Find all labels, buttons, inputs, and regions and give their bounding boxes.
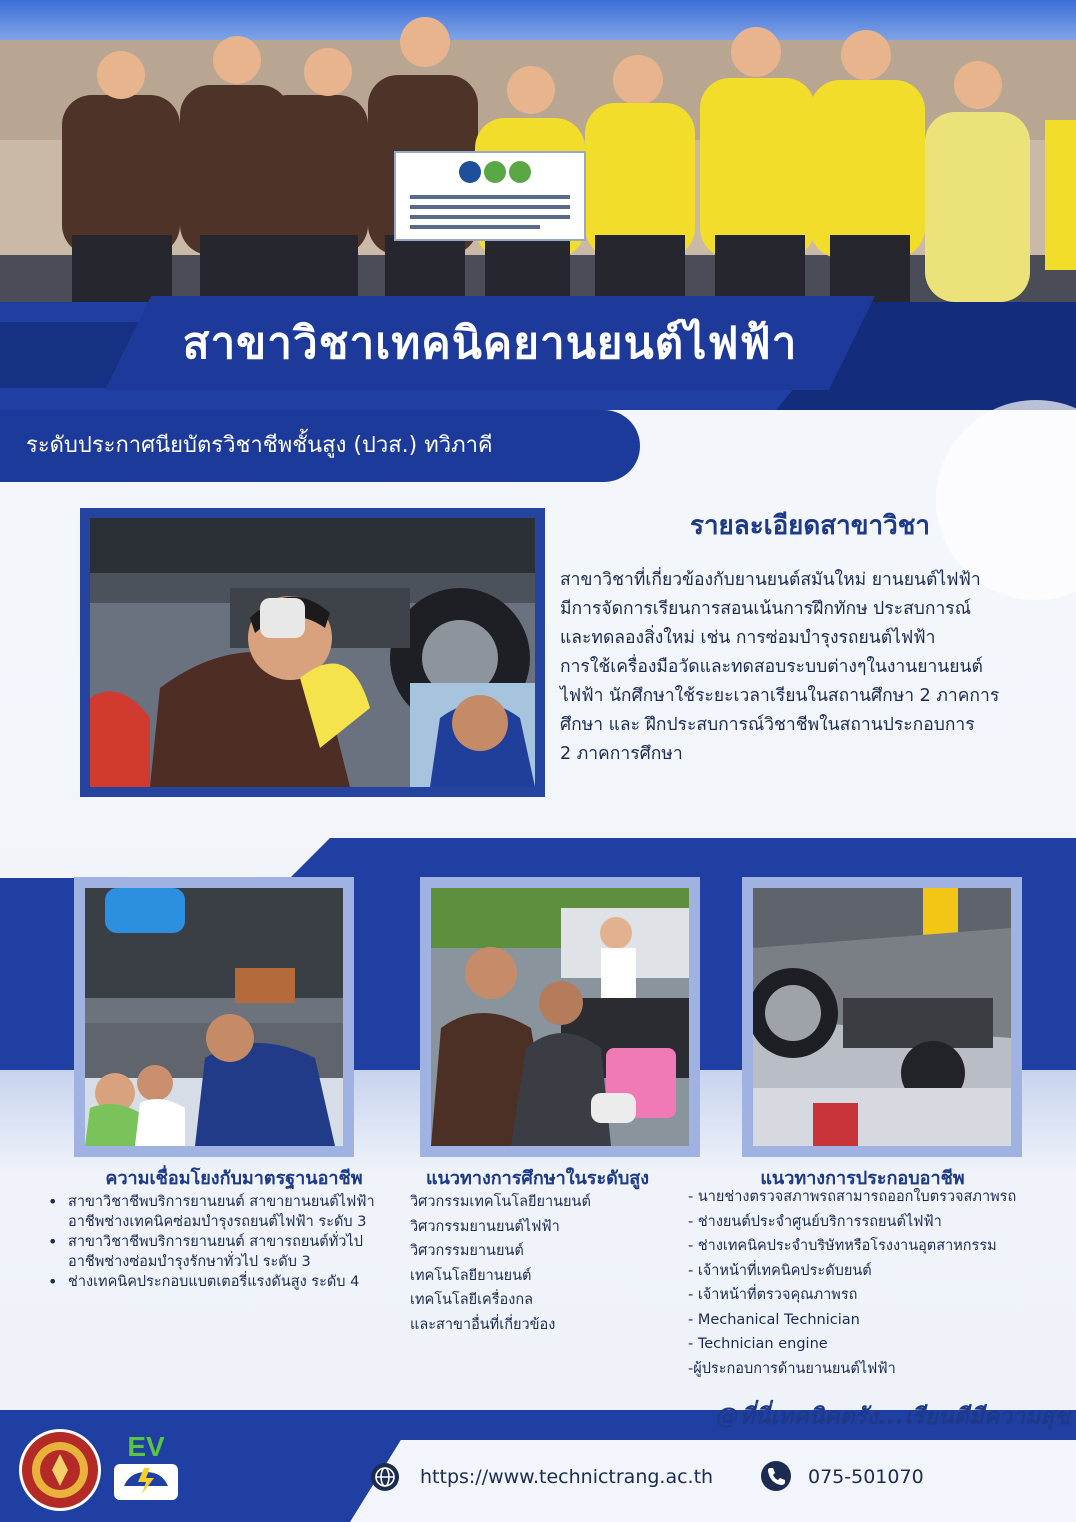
list-item: และสาขาอื่นที่เกี่ยวข้อง: [410, 1316, 556, 1333]
careers-list: [688, 1185, 1068, 1381]
detail-line: สาขาวิชาที่เกี่ยวข้องกับยานยนต์สมันใหม่ ยานยนต์ไฟฟ้า: [560, 570, 981, 590]
list-item: - นายช่างตรวจสภาพรถสามารถออกใบตรวจสภาพรถ: [688, 1189, 1017, 1205]
hero-group-photo: [0, 0, 1076, 335]
detail-line: มีการจัดการเรียนการสอนเน้นการฝึกทักษ ประสบการณ์: [560, 599, 971, 619]
list-item: วิศวกรรมยานยนต์: [410, 1243, 524, 1259]
list-item: - เจ้าหน้าที่ตรวจคุณภาพรถ: [688, 1287, 858, 1303]
standards-heading: ความเชื่อมโยงกับมาตรฐานอาชีพ: [105, 1168, 363, 1189]
ev-logo: [110, 1428, 182, 1502]
detail-heading: รายละเอียดสาขาวิชา: [689, 511, 930, 541]
detail-paragraph: [560, 566, 1065, 769]
list-item: - ช่างยนต์ประจำศูนย์บริการรถยนต์ไฟฟ้า: [688, 1213, 942, 1230]
list-item: • สาขาวิชาชีพบริการยานยนต์ สาขารถยนต์ทั่วไป อาชีพช่างซ่อมบำรุงรักษาทั่วไป ระดับ 3: [48, 1232, 393, 1272]
card-photo-higher-education: [431, 888, 689, 1146]
slogan: @ที่นี่เทคนิคตรัง...เรียนดีมีความสุข: [716, 1404, 1070, 1430]
website-link[interactable]: https://www.technictrang.ac.th: [420, 1466, 714, 1488]
card-photo-careers: [753, 888, 1011, 1146]
card-photo-standards: [85, 888, 343, 1146]
list-item: วิศวกรรมเทคโนโลยียานยนต์: [410, 1194, 591, 1210]
standards-list: [48, 1192, 393, 1292]
list-item: -ผู้ประกอบการด้านยานยนต์ไฟฟ้า: [688, 1360, 896, 1377]
list-item: เทคโนโลยีเครื่องกล: [410, 1292, 533, 1308]
ev-logo-text: EV: [127, 1431, 165, 1462]
globe-icon: [370, 1462, 400, 1492]
list-item: • สาขาวิชาชีพบริการยานยนต์ สาขายานยนต์ไฟฟ้า อาชีพช่างเทคนิคซ่อมบำรุงรถยนต์ไฟฟ้า ระดับ 3: [48, 1192, 393, 1232]
careers-heading: แนวทางการประกอบอาชีพ: [760, 1168, 965, 1189]
list-item: วิศวกรรมยานยนต์ไฟฟ้า: [410, 1218, 560, 1235]
detail-line: 2 ภาคการศึกษา: [560, 744, 683, 764]
list-item: - Technician engine: [688, 1336, 828, 1352]
list-item: เทคโนโลยียานยนต์: [410, 1267, 532, 1284]
list-item: - Mechanical Technician: [688, 1311, 860, 1328]
list-item: - เจ้าหน้าที่เทคนิคประดับยนต์: [688, 1262, 872, 1279]
phone-icon: [760, 1460, 792, 1492]
detail-line: ไฟฟ้า นักศึกษาใช้ระยะเวลาเรียนในสถานศึกษา 2 ภาคการ: [560, 686, 1000, 706]
detail-photo-undercar-work: [90, 518, 535, 787]
list-item: - ช่างเทคนิคประจำบริษัทหรือโรงงานอุตสาหกรรม: [688, 1238, 997, 1254]
detail-line: ศึกษา และ ฝึกประสบการณ์วิชาชีพในสถานประกอบการ: [560, 715, 975, 735]
phone-number[interactable]: 075-501070: [808, 1466, 924, 1488]
page-title: สาขาวิชาเทคนิคยานยนต์ไฟฟ้า: [182, 318, 798, 369]
detail-line: การใช้เครื่องมือวัดและทดสอบระบบต่างๆในงานยานยนต์: [560, 657, 983, 677]
list-item: • ช่างเทคนิคประกอบแบตเตอรี่แรงดันสูง ระดับ 4: [48, 1272, 393, 1292]
higher-education-heading: แนวทางการศึกษาในระดับสูง: [425, 1168, 650, 1189]
higher-education-list: [410, 1190, 660, 1337]
page-subtitle: ระดับประกาศนียบัตรวิชาชีพชั้นสูง (ปวส.) ทวิภาคี: [26, 433, 493, 458]
college-seal-logo: [18, 1428, 102, 1512]
detail-line: และทดลองสิ่งใหม่ เช่น การซ่อมบำรุงรถยนต์ไฟฟ้า: [560, 628, 936, 648]
